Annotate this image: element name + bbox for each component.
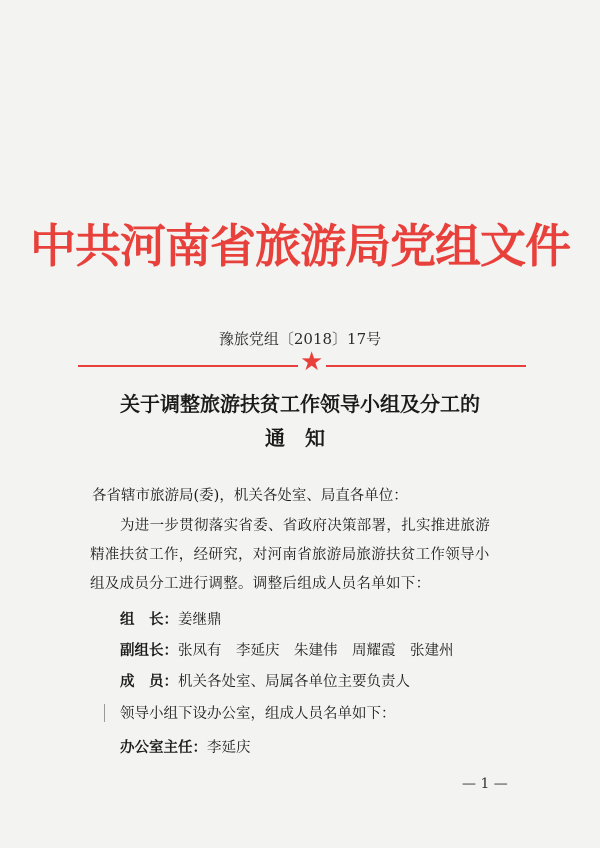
office-director-label: 办公室主任：: [120, 739, 207, 756]
member-value: 机关各处室、局属各单位主要负责人: [178, 674, 410, 690]
member-label: 成 员：: [120, 673, 178, 690]
leader-row: [120, 608, 222, 629]
document-number: 豫旅党组〔2018〕17号: [218, 330, 382, 348]
office-director-value: 李延庆: [207, 740, 251, 756]
office-line: 领导小组下设办公室，组成人员名单如下：: [120, 706, 396, 722]
salutation: 各省辖市旅游局(委)，机关各处室、局直各单位：: [92, 488, 408, 504]
notice-title-line1: 关于调整旅游扶贫工作领导小组及分工的: [120, 392, 480, 416]
deputy-row: [120, 639, 454, 660]
red-star-icon: ★: [300, 347, 324, 377]
red-rule-left: [78, 365, 298, 367]
body-paragraph: 为进一步贯彻落实省委、省政府决策部署，扎实推进旅游精准扶贫工作，经研究，对河南省旅游局旅游扶贫工作领导小组及成员分工进行调整。调整后组成人员名单如下：: [90, 518, 490, 592]
red-rule-right: [326, 365, 526, 367]
page-number: — 1 —: [462, 776, 508, 792]
leader-value: 姜继鼎: [178, 612, 222, 628]
masthead-title: 中共河南省旅游局党组文件: [30, 219, 570, 273]
notice-title-line2: 通知: [265, 426, 345, 450]
member-row: [120, 670, 410, 691]
deputy-value: 张凤有 李延庆 朱建伟 周耀霞 张建州: [178, 643, 454, 659]
leader-label: 组 长：: [120, 611, 178, 628]
office-director-row: [120, 736, 251, 757]
margin-mark: [104, 704, 105, 722]
deputy-label: 副组长：: [120, 642, 178, 659]
